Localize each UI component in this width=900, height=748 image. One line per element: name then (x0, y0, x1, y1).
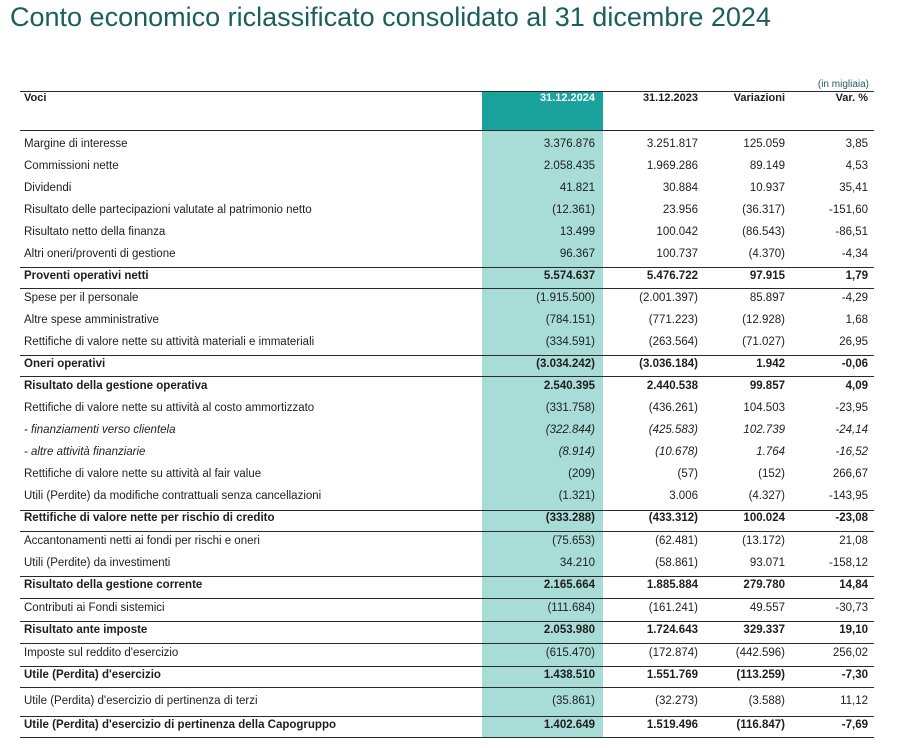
value-var-pct: 266,67 (832, 468, 868, 480)
table-row (0, 554, 900, 576)
value-2024: 1.438.510 (543, 669, 595, 681)
table-row (0, 644, 900, 666)
table-row (0, 487, 900, 509)
value-2024: (209) (568, 468, 595, 480)
value-var-pct: -7,30 (841, 669, 868, 681)
row-label: - finanziamenti verso clientela (24, 424, 176, 436)
value-var-pct: 11,12 (840, 695, 868, 707)
row-label: Margine di interesse (24, 138, 128, 150)
table-row (0, 576, 900, 598)
value-var-pct: 1,68 (845, 314, 868, 326)
page-title: Conto economico riclassificato consolidato al 31 dicembre 2024 (10, 2, 771, 32)
value-2023: (2.001.397) (639, 292, 698, 304)
table-row (0, 157, 900, 179)
value-2023: 3.006 (669, 490, 698, 502)
value-variazione: (3.588) (748, 695, 785, 707)
value-2024: (3.034.242) (536, 358, 595, 370)
value-var-pct: -151,60 (828, 204, 868, 216)
row-label: Spese per il personale (24, 292, 139, 304)
table-row (0, 355, 900, 377)
table-row (0, 532, 900, 554)
table-row (0, 377, 900, 399)
value-2024: 2.165.664 (543, 579, 595, 591)
value-variazione: 329.337 (743, 624, 785, 636)
value-2024: (784.151) (545, 314, 595, 326)
value-2024: 13.499 (559, 226, 595, 238)
row-label: Altri oneri/proventi di gestione (24, 248, 176, 260)
row-label: Risultato netto della finanza (24, 226, 166, 238)
value-2023: (161.241) (648, 602, 698, 614)
table-row (0, 289, 900, 311)
table-row (0, 223, 900, 245)
value-2024: 3.376.876 (543, 138, 595, 150)
row-label: Risultato della gestione operativa (24, 380, 208, 392)
value-2023: (425.583) (648, 424, 698, 436)
value-2023: 1.519.496 (646, 719, 698, 731)
value-var-pct: -23,08 (835, 512, 868, 524)
value-variazione: 102.739 (743, 424, 785, 436)
header-var-pct: Var. % (835, 92, 868, 104)
value-2023: (771.223) (648, 314, 698, 326)
value-2024: (333.288) (545, 512, 595, 524)
value-2024: (35.861) (552, 695, 595, 707)
value-2024: 96.367 (559, 248, 595, 260)
row-label: Rettifiche di valore nette su attività al fair value (24, 468, 262, 480)
value-variazione: (113.259) (736, 669, 785, 681)
table-row (0, 621, 900, 643)
value-2023: 100.737 (656, 248, 698, 260)
value-2024: 34.210 (559, 557, 595, 569)
table-row (0, 399, 900, 421)
table-row (0, 245, 900, 267)
value-variazione: 85.897 (749, 292, 785, 304)
value-var-pct: 3,85 (845, 138, 868, 150)
table-row (0, 333, 900, 355)
table-row (0, 666, 900, 688)
table-row (0, 311, 900, 333)
value-variazione: (13.172) (742, 535, 785, 547)
value-2023: 30.884 (662, 182, 698, 194)
value-variazione: 1.942 (756, 358, 785, 370)
value-var-pct: -143,95 (828, 490, 868, 502)
value-variazione: 100.024 (743, 512, 785, 524)
value-var-pct: 21,08 (839, 535, 868, 547)
value-variazione: 49.557 (749, 602, 785, 614)
header-voci: Voci (24, 92, 47, 104)
value-var-pct: 19,10 (839, 624, 868, 636)
table-row (0, 599, 900, 621)
value-2024: (331.758) (545, 402, 595, 414)
value-var-pct: -4,34 (841, 248, 868, 260)
value-2023: 3.251.817 (646, 138, 698, 150)
rule-header-bottom (20, 130, 874, 131)
value-2023: (62.481) (655, 535, 698, 547)
value-2023: (172.874) (648, 647, 698, 659)
value-var-pct: 1,79 (845, 270, 868, 282)
rule-top (20, 91, 874, 92)
value-variazione: (36.317) (742, 204, 785, 216)
row-label: Rettifiche di valore nette per rischio di credito (24, 512, 275, 524)
value-variazione: 89.149 (749, 160, 785, 172)
units-note: (in migliaia) (817, 79, 869, 90)
row-label: Commissioni nette (24, 160, 119, 172)
row-label: Altre spese amministrative (24, 314, 159, 326)
value-2023: 1.724.643 (646, 624, 698, 636)
table-row (0, 716, 900, 738)
value-2024: (334.591) (545, 336, 595, 348)
value-2023: 1.885.884 (646, 579, 698, 591)
value-variazione: 99.857 (749, 380, 785, 392)
value-2024: 5.574.637 (543, 270, 595, 282)
value-2024: 1.402.649 (543, 719, 595, 731)
value-variazione: (4.370) (748, 248, 785, 260)
value-2024: (1.321) (558, 490, 595, 502)
table-header (0, 92, 900, 114)
value-variazione: 10.937 (749, 182, 785, 194)
row-label: Risultato delle partecipazioni valutate al patrimonio netto (24, 204, 312, 216)
value-variazione: (442.596) (735, 647, 785, 659)
value-2024: (322.844) (545, 424, 595, 436)
value-var-pct: -24,14 (835, 424, 868, 436)
value-variazione: (4.327) (748, 490, 785, 502)
row-label: Accantonamenti netti ai fondi per rischi e oneri (24, 535, 260, 547)
value-2023: (436.261) (648, 402, 698, 414)
table-row (0, 201, 900, 223)
table-row (0, 692, 900, 714)
value-2023: (263.564) (648, 336, 698, 348)
value-2023: (433.312) (648, 512, 698, 524)
row-label: Utili (Perdite) da investimenti (24, 557, 171, 569)
value-2023: 1.969.286 (646, 160, 698, 172)
value-variazione: 279.780 (743, 579, 785, 591)
value-variazione: 104.503 (743, 402, 785, 414)
row-label: Utile (Perdita) d'esercizio di pertinenza di terzi (24, 695, 258, 707)
value-2023: 2.440.538 (646, 380, 698, 392)
row-label: Utile (Perdita) d'esercizio (24, 669, 161, 681)
value-var-pct: 35,41 (839, 182, 868, 194)
value-variazione: (71.027) (742, 336, 785, 348)
value-2023: 1.551.769 (646, 669, 698, 681)
row-label: - altre attività finanziarie (24, 446, 146, 458)
table-row (0, 465, 900, 487)
value-var-pct: -30,73 (835, 602, 868, 614)
table-row (0, 267, 900, 289)
value-var-pct: -0,06 (841, 358, 868, 370)
value-var-pct: -16,52 (835, 446, 868, 458)
value-2024: (12.361) (552, 204, 595, 216)
value-var-pct: 256,02 (832, 647, 868, 659)
row-label: Imposte sul reddito d'esercizio (24, 647, 179, 659)
value-var-pct: -86,51 (835, 226, 868, 238)
value-var-pct: 14,84 (839, 579, 868, 591)
value-2023: (57) (677, 468, 698, 480)
value-2023: (58.861) (655, 557, 698, 569)
value-2023: (10.678) (655, 446, 698, 458)
value-2024: (111.684) (547, 602, 595, 614)
header-31-12-2024: 31.12.2024 (539, 92, 595, 104)
value-var-pct: 4,53 (845, 160, 868, 172)
value-2024: 41.821 (559, 182, 595, 194)
value-variazione: (12.928) (742, 314, 785, 326)
header-31-12-2023: 31.12.2023 (642, 92, 698, 104)
value-variazione: 125.059 (743, 138, 785, 150)
table-row (0, 443, 900, 465)
row-label: Utile (Perdita) d'esercizio di pertinenza della Capogruppo (24, 719, 337, 731)
value-2023: 5.476.722 (646, 270, 698, 282)
row-label: Rettifiche di valore nette su attività al costo ammortizzato (24, 402, 315, 414)
row-label: Utili (Perdite) da modifiche contrattuali senza cancellazioni (24, 490, 322, 502)
header-variazioni: Variazioni (733, 92, 785, 104)
value-2024: 2.058.435 (543, 160, 595, 172)
table-row (0, 179, 900, 201)
row-label: Rettifiche di valore nette su attività materiali e immateriali (24, 336, 315, 348)
value-2023: 23.956 (662, 204, 698, 216)
row-label: Contributi ai Fondi sistemici (24, 602, 165, 614)
value-2023: (3.036.184) (639, 358, 698, 370)
value-var-pct: 4,09 (845, 380, 868, 392)
value-variazione: 1.764 (756, 446, 785, 458)
value-variazione: (152) (758, 468, 785, 480)
value-2023: 100.042 (656, 226, 698, 238)
table-row (0, 135, 900, 157)
row-label: Dividendi (24, 182, 72, 194)
table-row (0, 421, 900, 443)
value-var-pct: 26,95 (839, 336, 868, 348)
value-variazione: (116.847) (736, 719, 785, 731)
value-variazione: (86.543) (742, 226, 785, 238)
value-var-pct: -7,69 (841, 719, 868, 731)
value-2024: (8.914) (558, 446, 595, 458)
value-2024: (75.653) (552, 535, 595, 547)
value-variazione: 93.071 (749, 557, 785, 569)
row-label: Risultato della gestione corrente (24, 579, 203, 591)
value-var-pct: -23,95 (835, 402, 868, 414)
row-label: Oneri operativi (24, 358, 106, 370)
value-2024: (615.470) (545, 647, 595, 659)
value-var-pct: -4,29 (841, 292, 868, 304)
row-label: Proventi operativi netti (24, 270, 149, 282)
table-row (0, 509, 900, 531)
value-2024: 2.053.980 (543, 624, 595, 636)
value-variazione: 97.915 (749, 270, 785, 282)
row-label: Risultato ante imposte (24, 624, 148, 636)
value-2024: (1.915.500) (536, 292, 595, 304)
value-2023: (32.273) (655, 695, 698, 707)
value-var-pct: -158,12 (828, 557, 868, 569)
value-2024: 2.540.395 (543, 380, 595, 392)
